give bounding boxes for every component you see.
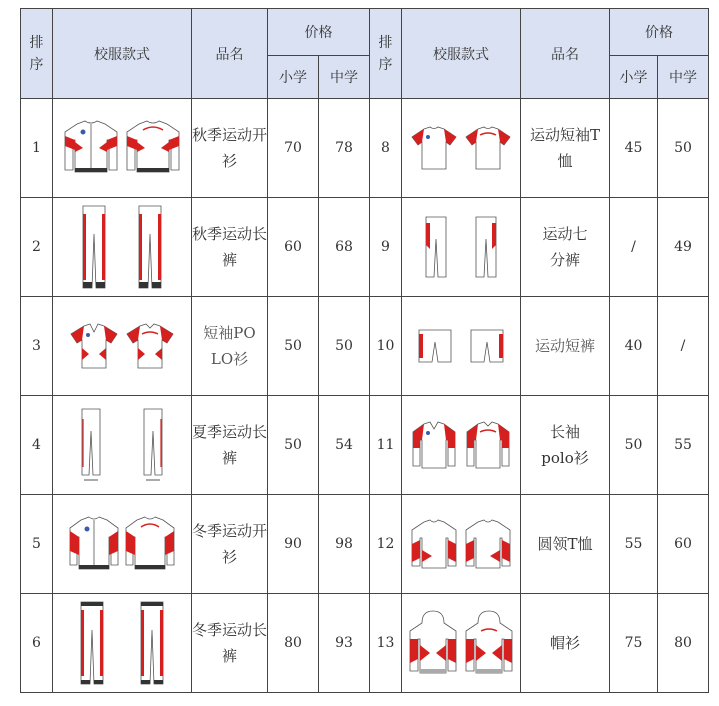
price-header: 价格: [268, 9, 370, 56]
rank-header-text: 排序: [29, 34, 44, 73]
row-number-right: 11: [370, 396, 402, 495]
garment-picture: [53, 297, 192, 396]
item-name-right: 圆领T恤: [521, 495, 610, 594]
polo-shirt-back-icon: [125, 322, 175, 370]
row-number: 1: [21, 99, 53, 198]
garment-picture: [53, 495, 192, 594]
style-header-right: 校服款式: [402, 9, 521, 99]
t-shirt-back-icon: [464, 125, 512, 171]
table-row: [21, 396, 709, 495]
middle-price: 98: [319, 495, 370, 594]
price-header-right: 价格: [610, 9, 709, 56]
primary-price-right: 75: [610, 594, 658, 693]
row-number-right: 13: [370, 594, 402, 693]
row-number-right: 10: [370, 297, 402, 396]
shorts-icon: [417, 328, 453, 364]
long-pants-icon: [81, 204, 107, 290]
middle-price: 54: [319, 396, 370, 495]
primary-header: 小学: [268, 56, 319, 99]
middle-price-right: 50: [658, 99, 709, 198]
garment-picture-right: [402, 198, 521, 297]
item-name: 夏季运动长裤: [192, 396, 268, 495]
t-shirt-icon: [410, 125, 458, 171]
long-sleeve-polo-back-icon: [465, 420, 511, 470]
garment-picture: [53, 198, 192, 297]
middle-header: 中学: [319, 56, 370, 99]
long-pants-back-icon: [137, 204, 163, 290]
winter-pants-icon: [79, 600, 105, 686]
name-header: 品名: [192, 9, 268, 99]
summer-pants-icon: [80, 407, 102, 483]
item-name-right-text: 运动短袖T恤: [530, 126, 601, 170]
item-name-right: 运动短裤: [521, 297, 610, 396]
primary-price: 80: [268, 594, 319, 693]
garment-picture-right: [402, 495, 521, 594]
row-number-right: 12: [370, 495, 402, 594]
row-number: 4: [21, 396, 53, 495]
item-name: 秋季运动开衫: [192, 99, 268, 198]
primary-price: 70: [268, 99, 319, 198]
middle-price-right: /: [658, 297, 709, 396]
capri-pants-icon: [424, 215, 448, 279]
style-header: 校服款式: [53, 9, 192, 99]
capri-pants-back-icon: [474, 215, 498, 279]
row-number-right: 9: [370, 198, 402, 297]
middle-price: 78: [319, 99, 370, 198]
row-number: 5: [21, 495, 53, 594]
item-name-right-text: 长袖polo衫: [541, 423, 589, 467]
rank-header: [21, 9, 53, 99]
rank-header-right: [370, 9, 402, 99]
item-name-text: 短袖POLO衫: [203, 324, 256, 368]
primary-price-right: 40: [610, 297, 658, 396]
zip-jacket-icon: [63, 118, 119, 178]
winter-pants-back-icon: [139, 600, 165, 686]
item-name-right: 帽衫: [521, 594, 610, 693]
summer-pants-back-icon: [142, 407, 164, 483]
garment-picture-right: [402, 594, 521, 693]
garment-picture: [53, 99, 192, 198]
item-name-right-text: 运动七分裤: [542, 225, 588, 269]
crew-neck-tee-icon: [410, 518, 458, 570]
hoodie-back-icon: [464, 609, 514, 677]
uniform-price-table: [20, 8, 709, 693]
long-sleeve-polo-icon: [411, 420, 457, 470]
crew-neck-tee-back-icon: [464, 518, 512, 570]
table-row: [21, 99, 709, 198]
name-header-right: 品名: [521, 9, 610, 99]
primary-price-right: 45: [610, 99, 658, 198]
table-row: [21, 594, 709, 693]
garment-picture: [53, 594, 192, 693]
middle-price-right: 60: [658, 495, 709, 594]
item-name: 秋季运动长裤: [192, 198, 268, 297]
item-name-right: [521, 396, 610, 495]
middle-price-right: 55: [658, 396, 709, 495]
primary-price: 50: [268, 396, 319, 495]
item-name: 冬季运动开衫: [192, 495, 268, 594]
table-row: [21, 198, 709, 297]
primary-price-right: /: [610, 198, 658, 297]
polo-shirt-icon: [69, 322, 119, 370]
zip-jacket-back-icon: [125, 118, 181, 178]
middle-price-right: 80: [658, 594, 709, 693]
primary-price: 50: [268, 297, 319, 396]
item-name-right: [521, 198, 610, 297]
item-name: 冬季运动长裤: [192, 594, 268, 693]
middle-price: 93: [319, 594, 370, 693]
row-number: 2: [21, 198, 53, 297]
middle-price: 50: [319, 297, 370, 396]
garment-picture-right: [402, 396, 521, 495]
winter-jacket-icon: [68, 515, 120, 573]
item-name-right: [521, 99, 610, 198]
garment-picture-right: [402, 297, 521, 396]
hoodie-icon: [408, 609, 458, 677]
row-number: 6: [21, 594, 53, 693]
rank-header-right-text: 排序: [378, 34, 393, 73]
middle-price: 68: [319, 198, 370, 297]
garment-picture: [53, 396, 192, 495]
garment-picture-right: [402, 99, 521, 198]
primary-price: 60: [268, 198, 319, 297]
primary-price-right: 55: [610, 495, 658, 594]
middle-header-right: 中学: [658, 56, 709, 99]
row-number-right: 8: [370, 99, 402, 198]
primary-price-right: 50: [610, 396, 658, 495]
primary-header-right: 小学: [610, 56, 658, 99]
table-row: [21, 297, 709, 396]
item-name: [192, 297, 268, 396]
primary-price: 90: [268, 495, 319, 594]
winter-jacket-back-icon: [124, 515, 176, 573]
table-row: [21, 495, 709, 594]
shorts-back-icon: [469, 328, 505, 364]
row-number: 3: [21, 297, 53, 396]
middle-price-right: 49: [658, 198, 709, 297]
